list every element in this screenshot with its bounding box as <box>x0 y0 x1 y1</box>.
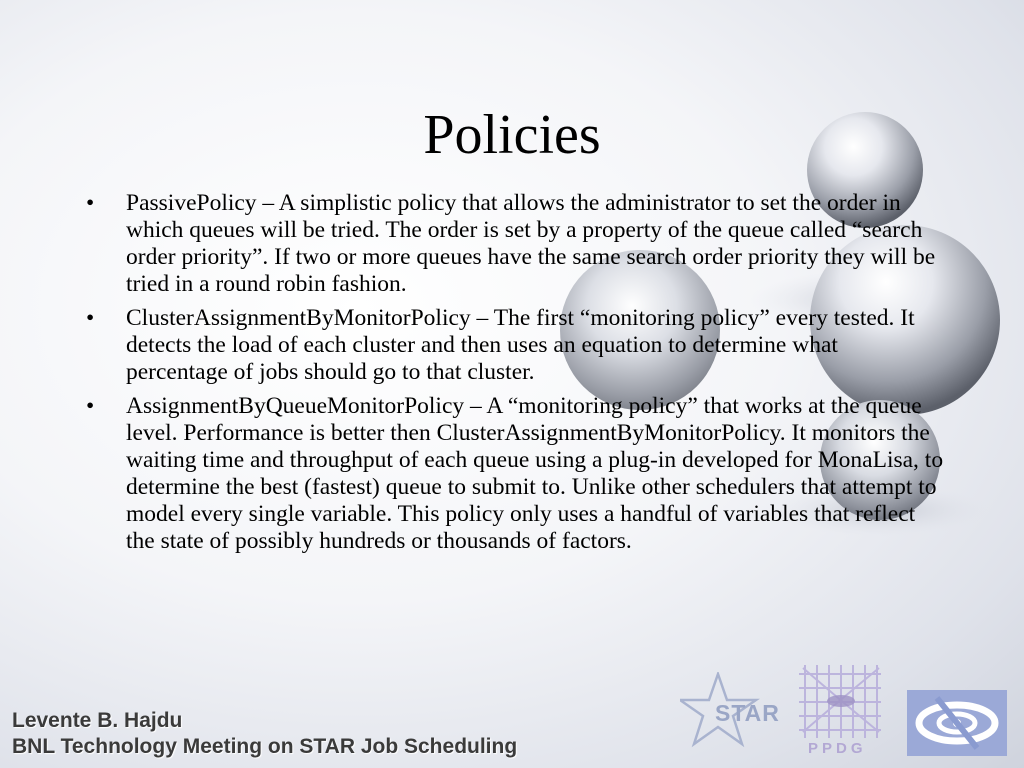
footer-event: BNL Technology Meeting on STAR Job Scheduling <box>12 735 518 758</box>
bullet-item <box>84 305 944 386</box>
bullet-list <box>84 190 944 562</box>
star-logo-label: STAR <box>715 700 780 726</box>
bullet-text: AssignmentByQueueMonitorPolicy – A “monitoring policy” that works at the queue level. Performance is better then ClusterAssignmentByMonitorPolicy. It monitors the waiting time and throughput of each queue using a plug-in developed for MonaLisa, to determine the best (fastest) queue to submit to. Unlike other schedulers that attempt to model every single variable. This policy only uses a handful of variables that reflect the state of possibly hundreds or thousands of factors. <box>126 393 944 554</box>
bullet-text: PassivePolicy – A simplistic policy that allows the administrator to set the order in which queues will be tried. The order is set by a property of the queue called “search order priority”. If two or more queues have the same search order priority they will be tried in a round robin fashion. <box>126 190 936 297</box>
bullet-marker: • <box>86 393 95 419</box>
bullet-marker: • <box>86 305 95 331</box>
grid-logo-icon <box>907 690 1007 756</box>
bullet-item <box>84 190 944 298</box>
footer-author: Levente B. Hajdu <box>12 709 183 732</box>
ppdg-logo-label: PPDG <box>808 740 867 757</box>
slide-title: Policies <box>423 104 601 166</box>
bullet-text: ClusterAssignmentByMonitorPolicy – The first “monitoring policy” every tested. It detects the load of each cluster and then uses an equation to determine what percentage of jobs should go to that cluster. <box>126 305 915 385</box>
bullet-item <box>84 393 944 555</box>
bullet-marker: • <box>86 190 95 216</box>
